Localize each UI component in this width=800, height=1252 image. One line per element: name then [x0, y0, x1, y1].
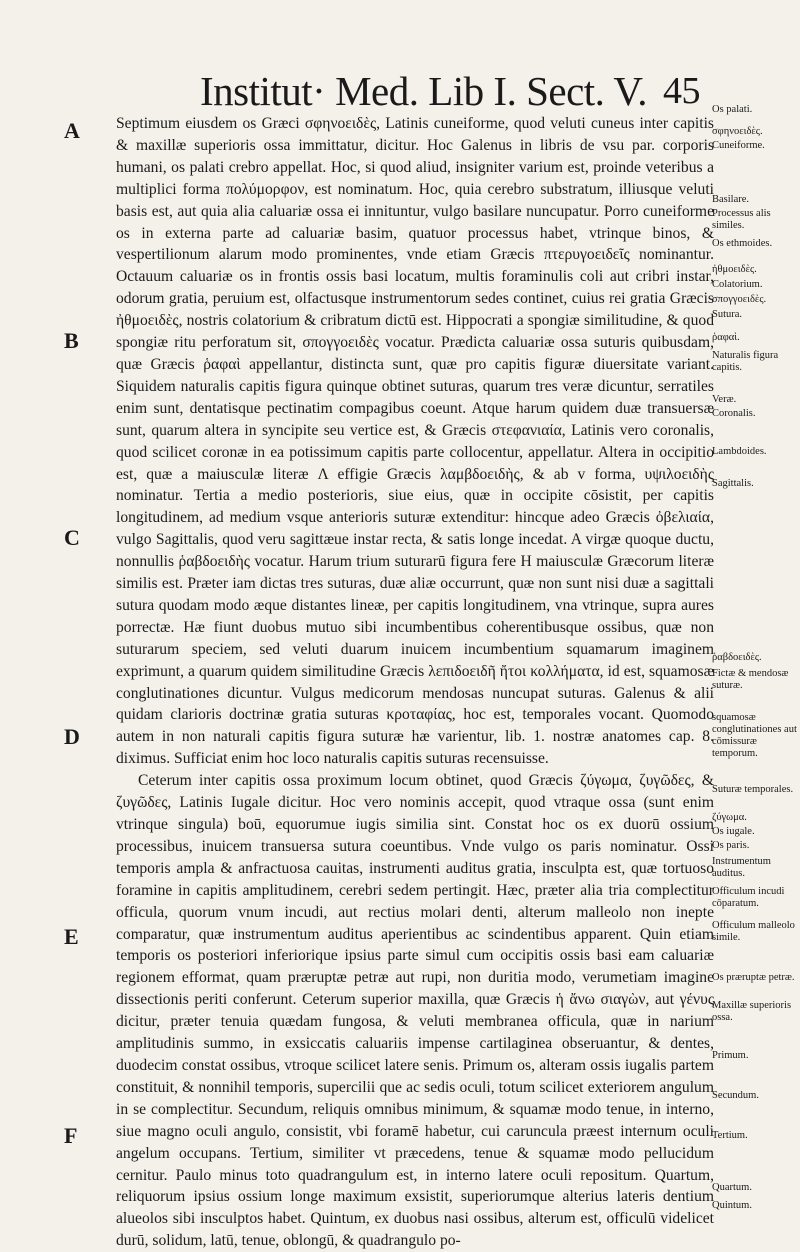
margin-note: Os paris. [712, 840, 750, 851]
margin-note: Veræ. [712, 394, 737, 405]
margin-note: Instrumentum auditus. [712, 856, 771, 879]
margin-note: Naturalis figura capitis. [712, 350, 779, 373]
margin-note: Cuneiforme. [712, 140, 765, 151]
margin-note: squamosæ conglutinationes aut cōmissuræ temporum. [712, 712, 797, 759]
margin-note: ἠθμοειδὲς. [712, 264, 757, 275]
margin-note: Lambdoides. [712, 446, 767, 457]
paragraph: Ceterum inter capitis ossa proximum locum obtinet, quod Græcis ζύγωμα, ζυγῶδες, & ζυγῶδες, Latinis Iugale dicitur. Hoc vero nominis accepit, quod vtraque ossa (sunt enim vtrinque singula) boū, equorumue iugis similia sint. Constat hoc os ex duorū ossium processibus, inuicem transuersa sutura coeuntibus. Vnde vulgo os paris nominatur. Ossi temporis ampla & anfractuosa cauitas, instrumenti auditus gratia, insculpta est, quæ tortuoso foramine in capitis amplitudinem, cerebri sedem pertingit. Hæc, præter alia tria complectitur officula, quorum vnum incudi, aut rectius molari denti, alterum malleolo non inepte comparatur, quæ instrumentum auditus aperientibus ac scindentibus apparent. Quin etiam temporis os posteriori inferiorique ipsius parte simul cum occipitis ossis basi eam caluariæ regionem efformat, quam præruptæ petræ aut rupi, non duritia modo, verumetiam imagine dissectionis periti conferunt. Ceterum superior maxilla, quæ Græcis ἡ ἄνω σιαγὼν, aut γένυς dicitur, præter tenuia quædam fungosa, & veluti membranea officula, quæ in narium amplitudinis summo, in exsiccatis caluariis impense cartilaginea obseruantur, & dentes, duodecim constat ossibus, vtroque scilicet latere senis. Primum os, alteram ossis iugalis partem constituit, & nonnihil temporis, supercilii que ac sedis oculi, totum scilicet exteriorem angulum in se complectitur. Secundum, reliquis omnibus minimum, & squamæ modo tenue, in interno, siue magno oculi angulo, consistit, vbi foramē habetur, cui caruncula præest internum oculi angelum occupans. Tertium, similiter vt præcedens, tenue & squamæ modo pellucidum cernitur. Paulo minus toto quadrangulum est, in interno latere oculi repositum. Quartum, reliquorum ipsius ossium longe maximum exsistit, superiorumque alterius lateris dentium alueolos sibi insculptos habet. Quintum, ex duobus nasi ossibus, alterum est, officulū videlicet durū, solidum, latū, tenue, oblongū, & quadrangulo po- [116, 772, 714, 1250]
margin-note: Sagittalis. [712, 478, 754, 489]
margin-note: Officulum malleolo simile. [712, 920, 795, 943]
section-letter-e: E [64, 924, 79, 949]
margin-note: Maxillæ superioris ossa. [712, 1000, 792, 1023]
margin-note: Os palati. [712, 104, 753, 115]
section-letter-d: D [64, 724, 80, 749]
margin-note: Os præruptæ petræ. [712, 972, 795, 983]
margin-note: Tertium. [712, 1130, 748, 1141]
margin-note: Colatorium. [712, 279, 763, 290]
page-number: 45 [663, 70, 700, 112]
main-text-block [116, 113, 714, 1252]
running-header [200, 66, 700, 116]
margin-note: ῥαβδοειδὲς. [712, 652, 762, 663]
paragraph: Septimum eiusdem os Græci σφηνοειδὲς, Latinis cuneiforme, quod veluti cuneus inter capitis & maxillæ superioris ossa immittatur, dicitur. Hoc Galenus in libris de vsu par. corporis humani, os palati crebro appellat. Hoc, si quod aliud, insigniter varium est, proinde veteribus a multiplici forma πολύμορφον, est nominatum. Hoc, quia cerebro substratum, illiusque veluti basis est, aut quia alia caluariæ ossa ei innituntur, vulgo basilare nuncupatur. Porro cuneiforme os in externa parte ad caluariæ basim, quatuor processus habet, vtrinque binos, & vespertilionum alarum modo prominentes, vnde etiam Græcis πτερυγοειδεῖς nominantur. Octauum caluariæ os in frontis ossis basi locatum, multis foraminulis coli aut cribri instar, odorum gratia, peruium est, olfactusque instrumentorum sedes continet, cuius rei gratia Græcis ἠθμοειδὲς, nostris colatorium & cribratum dictū est. Hippocrati a spongiæ similitudine, & quod spongiæ ritu perforatum sit, σπογγοειδὲς vocatur. Prædicta caluariæ ossa suturis quibusdam, quæ Græcis ῥαφαὶ appellantur, distincta sunt, quæ pro capitis figuræ diuersitate variant. Siquidem naturalis capitis figura quinque obtinet suturas, quarum tres veræ dicuntur, serratiles enim sunt, dentatisque pectinatim compagibus coeunt. Atque harum quidem duæ transuersæ sunt, quarum altera in syncipite seu vertice est, & Græcis στεφανιαία, Latinis vero coronalis, quod scilicet coronæ in ea potissimum capitis parte collocentur, appellatur. Altera in occipitio est, quæ a maiusculæ literæ Λ effigie Græcis λαμβδοειδὴς, & ab v forma, υψιλοειδὴς nominatur. Tertia a medio posterioris, siue eius, quæ in occipite cōsistit, per capitis longitudinem, ad medium vsque anterioris suturæ extenditur: hincque adeo Græcis ὀβελιαία, vulgo Sagittalis, quod veru sagittæue instar recta, & satis longe incedat. A virgæ quoque ductu, nonnullis ῥαβδοειδὴς vocatur. Harum trium suturarū figura fere H maiusculæ Græcorum literæ similis est. Præter iam dictas tres suturas, duæ aliæ occurrunt, quæ non sunt nisi duæ a sagittali sutura quodam modo æque distantes lineæ, per capitis longitudinem, vna vtrinque, supra aures porrectæ. Hæ fiunt duobus mutuo sibi incumbentibus coherentibusque ossibus, quæ non suturarum speciem, sed veluti duarum inuicem incumbentium squamarum imaginem exprimunt, a quarum quidem similitudine Græcis λεπιδοειδῆ ἤτοι κολλήματα, id est, squamosæ conglutinationes dicuntur. Vulgus medicorum mendosas nuncupat suturas. Galenus & alii quidam clarioris doctrinæ gratia suturas κροταφίας, hoc est, temporales vocant. Quomodo autem in non naturali capitis figura suturæ hæ varientur, lib. 1. nostræ anatomes cap. 8. diximus. Sufficiat enim hoc loco naturalis capitis suturas recensuisse. [116, 115, 714, 768]
margin-note: Coronalis. [712, 408, 756, 419]
section-letter-a: A [64, 118, 80, 143]
margin-note: ζύγωμα. [712, 812, 747, 823]
margin-note: Secundum. [712, 1090, 759, 1101]
margin-note: Quartum. [712, 1182, 752, 1193]
section-letter-b: B [64, 328, 79, 353]
margin-note: Primum. [712, 1050, 749, 1061]
margin-note: Officulum incudi cōparatum. [712, 886, 785, 909]
margin-note: Os iugale. [712, 826, 755, 837]
margin-note: σπογγοειδὲς. [712, 294, 767, 305]
margin-note: Sutura. [712, 309, 743, 320]
margin-note: Suturæ temporales. [712, 784, 794, 795]
margin-note: Os ethmoides. [712, 238, 773, 249]
margin-note: Processus alis similes. [712, 208, 771, 231]
margin-note: σφηνοειδὲς. [712, 126, 763, 137]
margin-note: ῥαφαὶ. [712, 332, 740, 343]
section-letter-c: C [64, 525, 80, 550]
section-letter-f: F [64, 1123, 78, 1148]
header-title: Institut· Med. Lib I. Sect. V. [200, 68, 647, 114]
margin-note: Fictæ & mendosæ suturæ. [712, 668, 789, 691]
margin-note: Quintum. [712, 1200, 752, 1211]
margin-note: Basilare. [712, 194, 750, 205]
